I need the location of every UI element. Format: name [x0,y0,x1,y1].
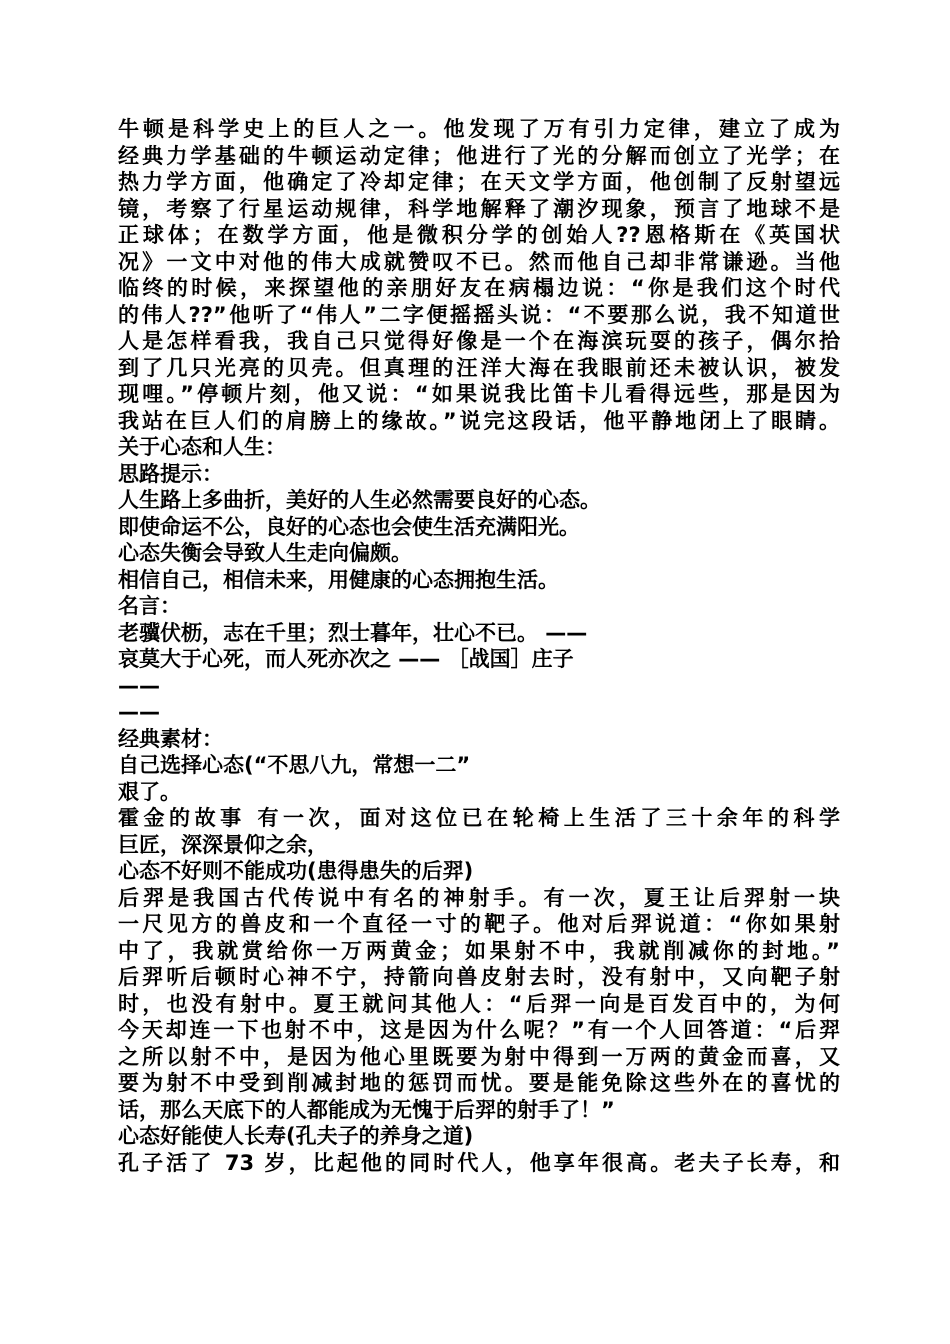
quote-line: 哀莫大于心死，而人死亦次之 —— ［战国］庄子 [118,647,574,671]
text-line: 要为射不中受到削减封地的惩罚而忧。要是能免除这些外在的喜忧的 [118,1071,840,1095]
text-line: 我站在巨人们的肩膀上的缘故。”说完这段话，他平静地闭上了眼睛。 [118,408,840,433]
text-line: 之所以射不中，是因为他心里既要为射中得到一万两的黄金而喜，又 [118,1044,840,1069]
text-line: 一尺见方的兽皮和一个直径一寸的靶子。他对后羿说道：“你如果射 [118,912,840,936]
dash-line: —— [118,673,160,698]
text-line: 况》一文中对他的伟大成就赞叹不已。然而他自己却非常谦逊。当他 [118,249,840,274]
subheading: 经典素材： [118,726,223,751]
subheading: 名言： [118,594,181,618]
text-line: 霍金的故事 有一次，面对这位已在轮椅上生活了三十余年的科学 [118,806,840,830]
text-line: 即使命运不公，良好的心态也会使生活充满阳光。 [118,514,580,539]
text-line: 现哩。”停顿片刻，他又说：“如果说我比笛卡儿看得远些，那是因为 [118,382,840,406]
text-line: 人生路上多曲折，美好的人生必然需要良好的心态。 [118,488,601,512]
text-line: 经典力学基础的牛顿运动定律；他进行了光的分解而创立了光学；在 [118,143,840,168]
text-line: 中了，我就赏给你一万两黄金；如果射不中，我就削减你的封地。” [118,938,840,963]
subheading: 思路提示： [118,461,223,486]
text-line: 人是怎样看我，我自己只觉得好像是一个在海滨玩耍的孩子，偶尔拾 [118,329,840,353]
text-line: 热力学方面，他确定了冷却定律；在天文学方面，他创制了反射望远 [118,170,840,194]
text-line: 后羿是我国古代传说中有名的神射手。有一次，夏王让后羿射一块 [118,885,840,910]
text-line: 心态失衡会导致人生走向偏颇。 [118,541,412,565]
text-line: 自己选择心态(“不思八九，常想一二” [118,753,471,777]
text-line: 后羿听后顿时心神不宁，持箭向兽皮射去时，没有射中，又向靶子射 [118,965,840,989]
text-line: 巨匠，深深景仰之余， [118,832,328,857]
story-heading: 心态不好则不能成功(患得患失的后羿) [118,859,474,883]
document-body [118,116,840,1176]
text-line: 到了几只光亮的贝壳。但真理的汪洋大海在我眼前还未被认识，被发 [118,355,840,380]
text-line: 孔子活了 73 岁，比起他的同时代人，他享年很高。老夫子长寿，和 [118,1150,840,1175]
text-line: 今天却连一下也射不中，这是因为什么呢？”有一个人回答道：“后羿 [118,1018,840,1042]
text-line: 时，也没有射中。夏王就问其他人：“后羿一向是百发百中的，为何 [118,991,840,1016]
text-line: 的伟人??”他听了“伟人”二字便摇摇头说：“不要那么说，我不知道世 [118,302,840,327]
quote-line: 老骥伏枥，志在千里；烈士暮年，壮心不已。 —— [118,620,588,645]
story-heading: 心态好能使人长寿(孔夫子的养身之道) [118,1124,474,1148]
text-line: 相信自己，相信未来，用健康的心态拥抱生活。 [118,567,559,592]
text-line: 牛顿是科学史上的巨人之一。他发现了万有引力定律，建立了成为 [118,117,840,141]
text-line: 艰了。 [118,779,181,804]
text-line: 正球体；在数学方面，他是微积分学的创始人??恩格斯在《英国状 [118,223,840,247]
section-heading: 关于心态和人生： [118,435,286,459]
dash-line: —— [118,700,160,724]
text-line: 临终的时候，来探望他的亲朋好友在病榻边说：“你是我们这个时代 [118,276,840,300]
text-line: 镜，考察了行星运动规律，科学地解释了潮汐现象，预言了地球不是 [118,196,840,221]
text-line: 话，那么天底下的人都能成为无愧于后羿的射手了！” [118,1097,615,1122]
